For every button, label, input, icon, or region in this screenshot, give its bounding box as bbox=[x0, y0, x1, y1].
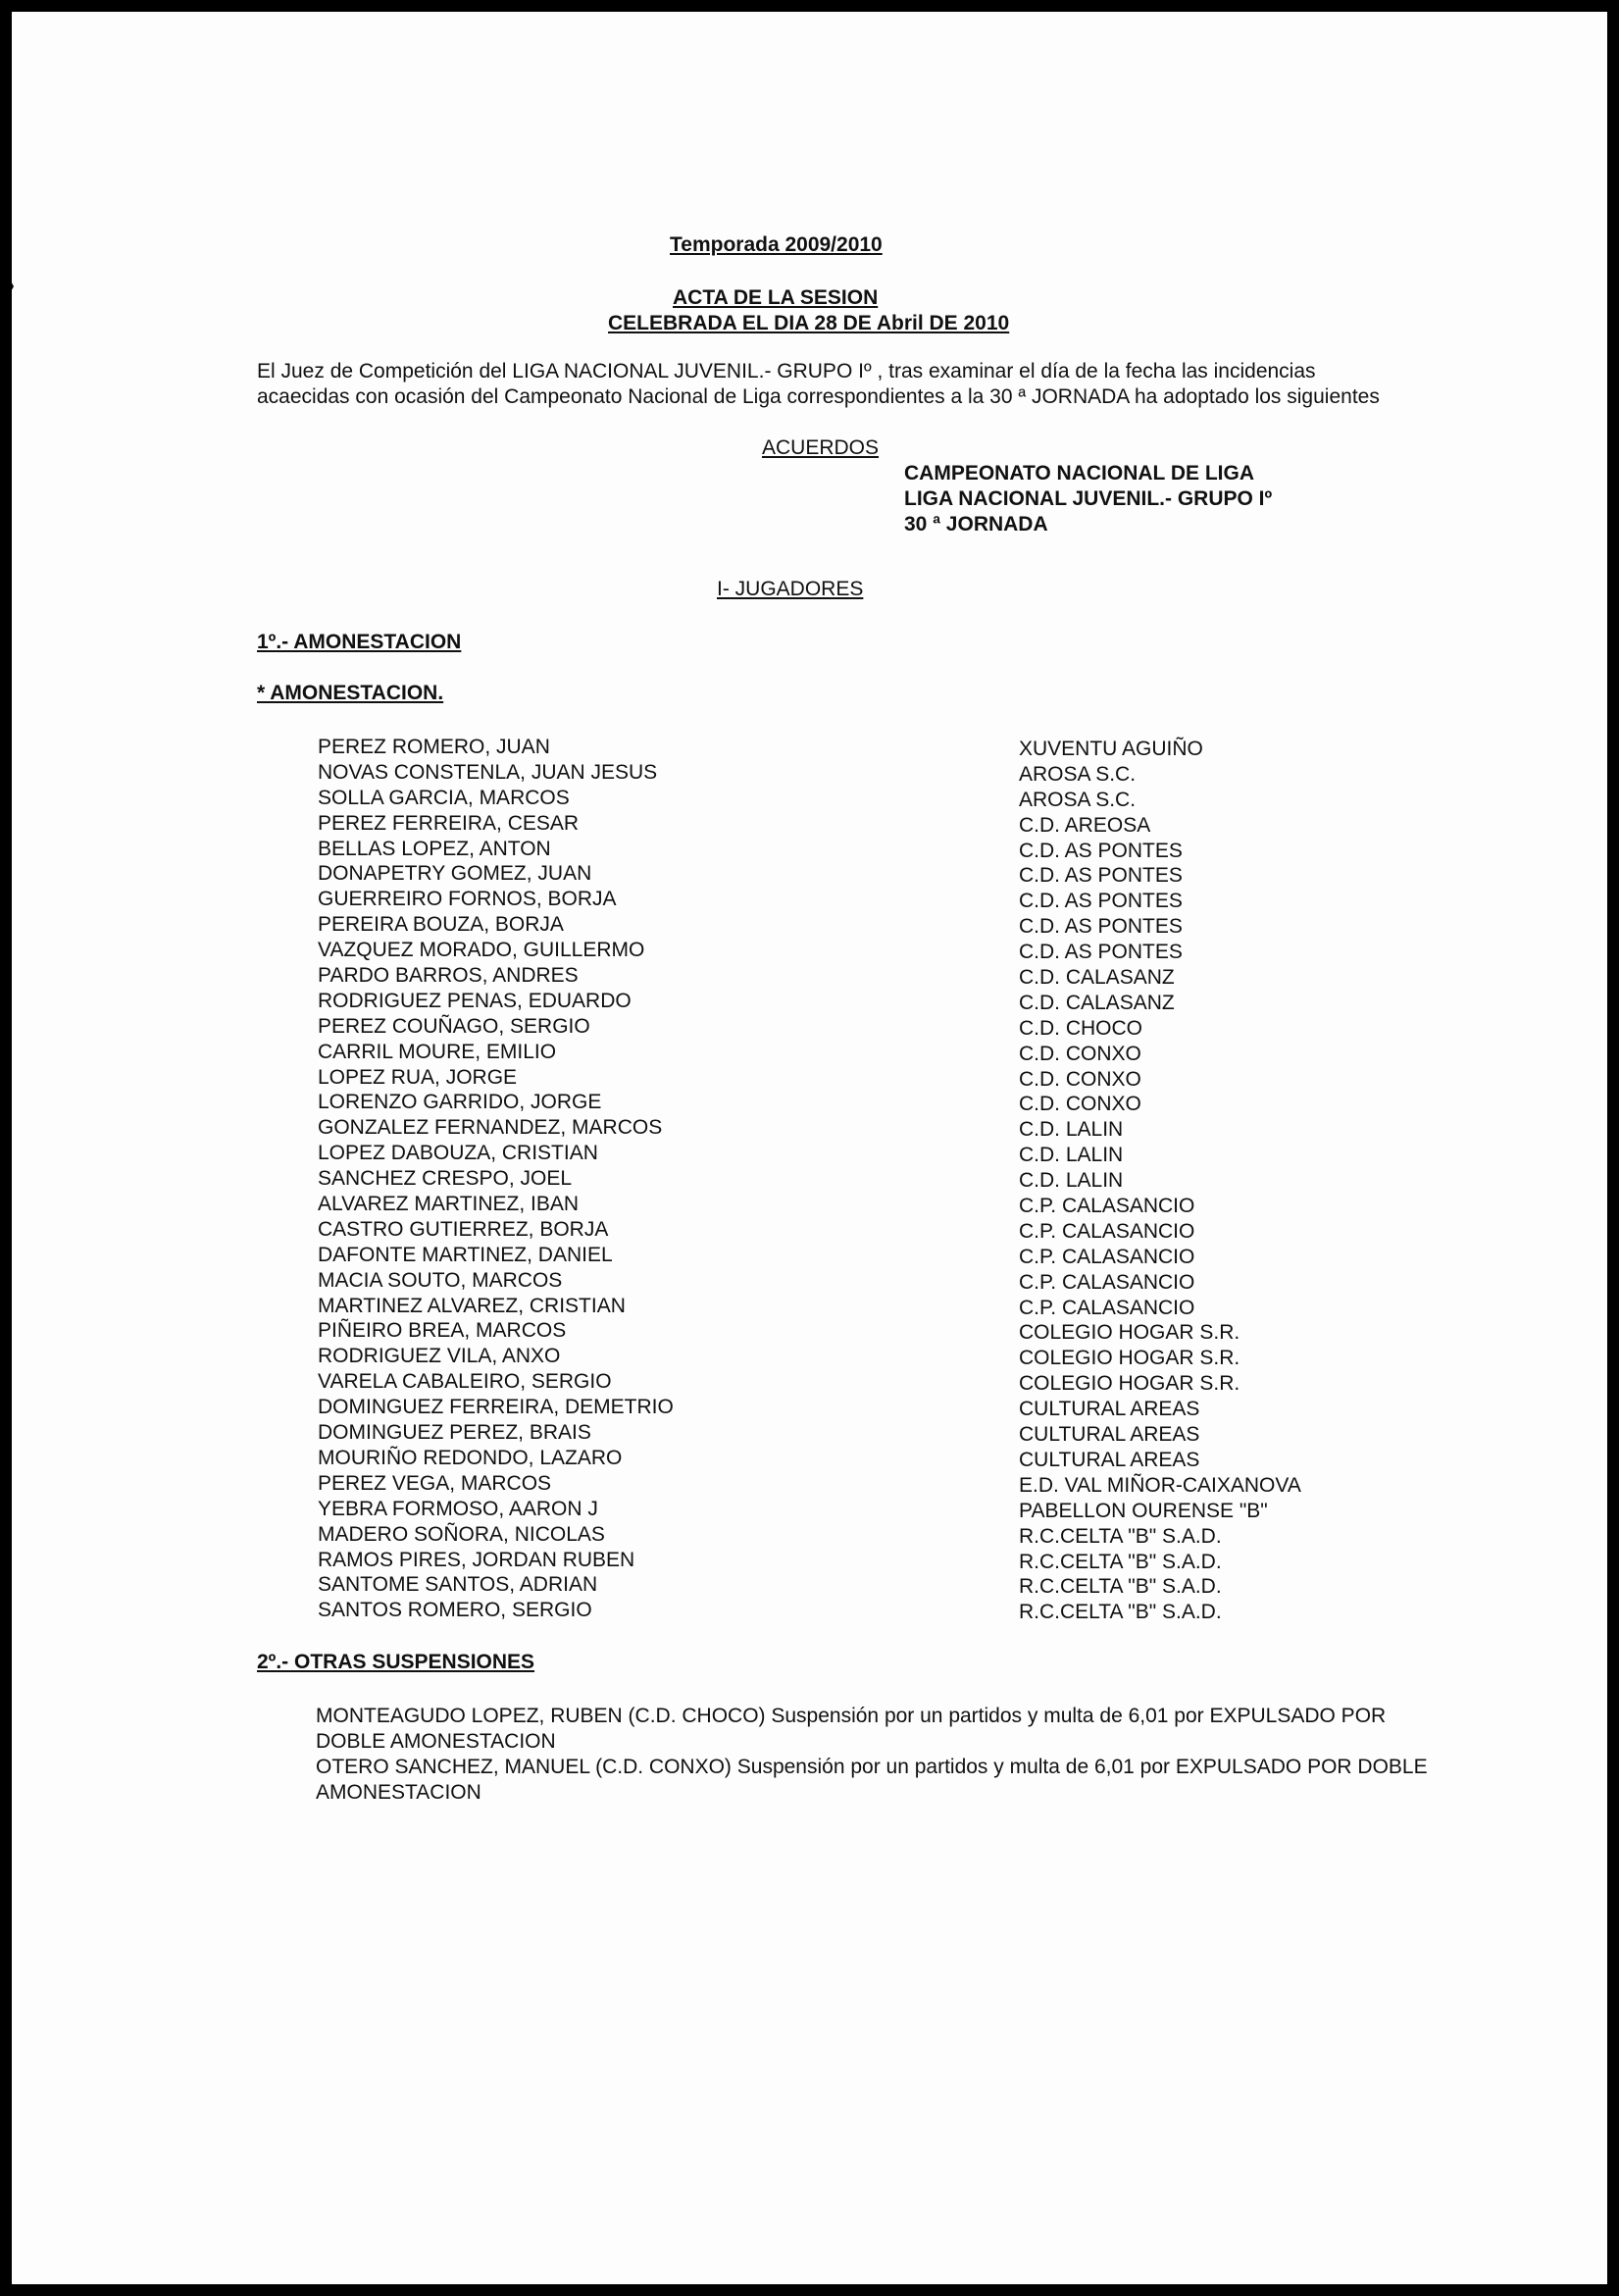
list-item: C.D. AS PONTES bbox=[1019, 864, 1183, 888]
list-item: GUERREIRO FORNOS, BORJA bbox=[318, 888, 617, 911]
list-item: DOMINGUEZ FERREIRA, DEMETRIO bbox=[318, 1396, 674, 1419]
season-title: Temporada 2009/2010 bbox=[670, 233, 883, 256]
list-item: PEREZ COUÑAGO, SERGIO bbox=[318, 1014, 590, 1038]
list-item: C.P. CALASANCIO bbox=[1019, 1296, 1195, 1319]
list-item: R.C.CELTA "B" S.A.D. bbox=[1019, 1601, 1222, 1624]
list-item: YEBRA FORMOSO, AARON J bbox=[318, 1497, 598, 1520]
list-item: XUVENTU AGUIÑO bbox=[1019, 738, 1203, 760]
list-item: DAFONTE MARTINEZ, DANIEL bbox=[318, 1243, 613, 1266]
list-item: C.P. CALASANCIO bbox=[1019, 1195, 1195, 1218]
suspension-line-1: MONTEAGUDO LOPEZ, RUBEN (C.D. CHOCO) Suspensión por un partidos y multa de 6,01 por EXPULSADO POR bbox=[316, 1705, 1387, 1727]
scan-edge-mark bbox=[0, 262, 14, 311]
list-item: C.D. LALIN bbox=[1019, 1144, 1124, 1167]
suspension-line-3: OTERO SANCHEZ, MANUEL (C.D. CONXO) Suspensión por un partidos y multa de 6,01 por EXPULSADO POR DOBLE bbox=[316, 1756, 1428, 1778]
intro-line-2: acaecidas con ocasión del Campeonato Nacional de Liga correspondientes a la 30 ª JORNADA ha adoptado los siguientes bbox=[257, 385, 1380, 408]
otras-suspensiones-heading: 2º.- OTRAS SUSPENSIONES bbox=[257, 1651, 535, 1673]
list-item: C.D. CONXO bbox=[1019, 1067, 1141, 1091]
list-item: R.C.CELTA "B" S.A.D. bbox=[1019, 1550, 1222, 1573]
list-item: CULTURAL AREAS bbox=[1019, 1423, 1200, 1447]
list-item: LORENZO GARRIDO, JORGE bbox=[318, 1091, 602, 1114]
list-item: C.D. AS PONTES bbox=[1019, 941, 1183, 964]
list-item: COLEGIO HOGAR S.R. bbox=[1019, 1321, 1240, 1345]
list-item: PEREZ ROMERO, JUAN bbox=[318, 736, 550, 758]
list-item: C.D. LALIN bbox=[1019, 1118, 1124, 1142]
list-item: DOMINGUEZ PEREZ, BRAIS bbox=[318, 1421, 591, 1445]
scan-edge-mark bbox=[0, 1463, 12, 1679]
list-item: R.C.CELTA "B" S.A.D. bbox=[1019, 1575, 1222, 1599]
session-date-title: CELEBRADA EL DIA 28 DE Abril DE 2010 bbox=[608, 312, 1010, 334]
list-item: SOLLA GARCIA, MARCOS bbox=[318, 786, 570, 809]
list-item: C.D. AS PONTES bbox=[1019, 890, 1183, 913]
list-item: C.P. CALASANCIO bbox=[1019, 1245, 1195, 1268]
list-item: COLEGIO HOGAR S.R. bbox=[1019, 1372, 1240, 1396]
list-item: MADERO SOÑORA, NICOLAS bbox=[318, 1522, 605, 1546]
list-item: LOPEZ RUA, JORGE bbox=[318, 1065, 518, 1089]
list-item: BELLAS LOPEZ, ANTON bbox=[318, 837, 551, 860]
list-item: C.D. CONXO bbox=[1019, 1042, 1141, 1065]
document-page bbox=[12, 12, 1607, 2284]
club-list bbox=[1019, 737, 1301, 1625]
list-item: MOURIÑO REDONDO, LAZARO bbox=[318, 1446, 623, 1469]
list-item: CASTRO GUTIERREZ, BORJA bbox=[318, 1217, 609, 1241]
players-section-heading: I- JUGADORES bbox=[717, 578, 864, 600]
list-item: GONZALEZ FERNANDEZ, MARCOS bbox=[318, 1116, 663, 1140]
scan-edge-mark bbox=[0, 777, 10, 836]
list-item: CULTURAL AREAS bbox=[1019, 1448, 1200, 1471]
list-item: DONAPETRY GOMEZ, JUAN bbox=[318, 862, 592, 886]
amonestacion-subheading: * AMONESTACION. bbox=[257, 682, 444, 704]
list-item: C.D. AREOSA bbox=[1019, 813, 1151, 837]
suspension-line-4: AMONESTACION bbox=[316, 1781, 481, 1804]
list-item: PABELLON OURENSE "B" bbox=[1019, 1499, 1268, 1522]
list-item: SANCHEZ CRESPO, JOEL bbox=[318, 1167, 573, 1191]
list-item: VAZQUEZ MORADO, GUILLERMO bbox=[318, 939, 645, 962]
list-item: C.D. LALIN bbox=[1019, 1169, 1124, 1193]
intro-line-1: El Juez de Competición del LIGA NACIONAL JUVENIL.- GRUPO Iº , tras examinar el día de la fecha las incidencias bbox=[257, 360, 1316, 383]
list-item: MARTINEZ ALVAREZ, CRISTIAN bbox=[318, 1294, 626, 1317]
list-item: C.P. CALASANCIO bbox=[1019, 1219, 1195, 1243]
scan-edge-mark bbox=[0, 2052, 12, 2111]
amonestacion-heading: 1º.- AMONESTACION bbox=[257, 631, 462, 653]
list-item: CULTURAL AREAS bbox=[1019, 1398, 1200, 1421]
player-list bbox=[318, 735, 674, 1623]
acta-title: ACTA DE LA SESION bbox=[673, 286, 879, 309]
suspension-line-2: DOBLE AMONESTACION bbox=[316, 1730, 556, 1753]
list-item: E.D. VAL MIÑOR-CAIXANOVA bbox=[1019, 1473, 1301, 1497]
list-item: RODRIGUEZ PENAS, EDUARDO bbox=[318, 989, 632, 1012]
list-item: C.D. CALASANZ bbox=[1019, 966, 1175, 990]
list-item: SANTOME SANTOS, ADRIAN bbox=[318, 1573, 598, 1597]
list-item: RAMOS PIRES, JORDAN RUBEN bbox=[318, 1548, 635, 1571]
list-item: PEREIRA BOUZA, BORJA bbox=[318, 913, 564, 937]
list-item: C.D. CHOCO bbox=[1019, 1016, 1142, 1040]
list-item: PEREZ FERREIRA, CESAR bbox=[318, 811, 580, 835]
list-item: C.D. CALASANZ bbox=[1019, 991, 1175, 1014]
list-item: PARDO BARROS, ANDRES bbox=[318, 964, 579, 988]
list-item: PIÑEIRO BREA, MARCOS bbox=[318, 1319, 567, 1343]
list-item: AROSA S.C. bbox=[1019, 788, 1137, 811]
list-item: AROSA S.C. bbox=[1019, 762, 1137, 786]
list-item: CARRIL MOURE, EMILIO bbox=[318, 1040, 557, 1063]
competition-round: 30 ª JORNADA bbox=[904, 513, 1048, 536]
list-item: LOPEZ DABOUZA, CRISTIAN bbox=[318, 1142, 598, 1165]
list-item: COLEGIO HOGAR S.R. bbox=[1019, 1347, 1240, 1370]
list-item: VARELA CABALEIRO, SERGIO bbox=[318, 1370, 612, 1394]
list-item: MACIA SOUTO, MARCOS bbox=[318, 1268, 563, 1292]
list-item: NOVAS CONSTENLA, JUAN JESUS bbox=[318, 760, 658, 784]
list-item: RODRIGUEZ VILA, ANXO bbox=[318, 1345, 561, 1368]
list-item: C.P. CALASANCIO bbox=[1019, 1270, 1195, 1294]
list-item: PEREZ VEGA, MARCOS bbox=[318, 1471, 552, 1495]
list-item: C.D. AS PONTES bbox=[1019, 839, 1183, 862]
list-item: ALVAREZ MARTINEZ, IBAN bbox=[318, 1193, 580, 1216]
competition-name: CAMPEONATO NACIONAL DE LIGA bbox=[904, 462, 1255, 485]
list-item: C.D. CONXO bbox=[1019, 1093, 1141, 1116]
list-item: SANTOS ROMERO, SERGIO bbox=[318, 1599, 592, 1622]
list-item: R.C.CELTA "B" S.A.D. bbox=[1019, 1524, 1222, 1548]
competition-league: LIGA NACIONAL JUVENIL.- GRUPO Iº bbox=[904, 487, 1273, 510]
acuerdos-heading: ACUERDOS bbox=[762, 436, 880, 459]
list-item: C.D. AS PONTES bbox=[1019, 915, 1183, 939]
